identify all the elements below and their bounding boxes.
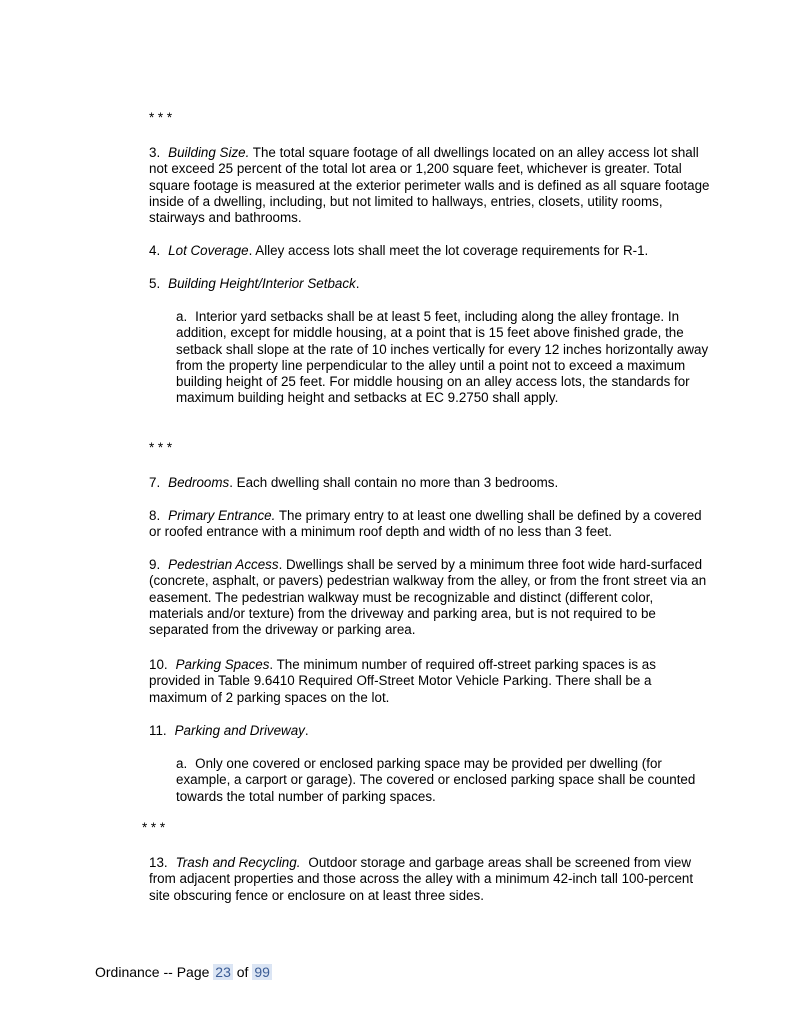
item-text: The primary entry to at least one dwelling shall be defined by a covered or roofed entrance with a minimum roof depth and width of no less than 3 feet.	[149, 508, 702, 540]
footer-label: Ordinance -- Page	[95, 964, 210, 980]
section-separator: * * *	[149, 440, 173, 455]
section-separator: * * *	[149, 110, 173, 125]
item-number: 10.	[149, 657, 168, 672]
item-number: 13.	[149, 855, 168, 870]
item-text: .	[304, 723, 309, 738]
footer-of: of	[236, 964, 249, 980]
item-text: .	[355, 276, 360, 291]
item-title: Primary Entrance.	[168, 508, 276, 523]
paragraph-parking-spaces	[149, 657, 711, 706]
paragraph-building-size	[149, 145, 711, 226]
item-number: a.	[176, 309, 188, 324]
item-text: . Each dwelling shall contain no more than 3 bedrooms.	[229, 475, 559, 490]
item-number: 9.	[149, 557, 161, 572]
item-number: 11.	[149, 723, 167, 738]
item-title: Pedestrian Access	[168, 557, 279, 572]
page-number: 23	[215, 964, 231, 980]
item-text: . The minimum number of required off-street parking spaces is as provided in Table 9.6410 Required Off-Street Motor Vehicle Parking. There shall be a maximum of 2 parking spaces on the lot.	[149, 657, 656, 705]
item-text: Outdoor storage and garbage areas shall be screened from view from adjacent properties and those across the alley with a minimum 42-inch tall 100-percent site obscuring fence or enclosure on at least three sides.	[149, 855, 694, 903]
item-title: Parking and Driveway	[174, 723, 305, 738]
item-title: Building Size.	[168, 145, 250, 160]
item-text: Interior yard setbacks shall be at least 5 feet, including along the alley frontage. In addition, except for middle housing, at a point that is 15 feet above finished grade, the setback shall slope at the rate of 10 inches vertically for every 12 inches horizontally away from the property line perpendicular to the alley until a point not to exceed a maximum building height of 25 feet. For middle housing on an alley access lots, the standards for maximum building height and setbacks at EC 9.2750 shall apply.	[176, 309, 709, 406]
item-text: . Dwellings shall be served by a minimum three foot wide hard-surfaced (concrete, asphalt, or pavers) pedestrian walkway from the alley, or from the front street via an easement. The pedestrian walkway must be recognizable and distinct (different color, materials and/or texture) from the driveway and parking area, but is not required to be separated from the driveway or parking area.	[149, 557, 707, 638]
item-number: 4.	[149, 243, 161, 258]
page-footer	[95, 962, 272, 982]
section-separator: * * *	[142, 820, 166, 835]
subparagraph-covered-parking	[176, 756, 716, 805]
paragraph-primary-entrance	[149, 508, 711, 541]
item-number: 5.	[149, 276, 161, 291]
item-number: 7.	[149, 475, 161, 490]
page-total: 99	[254, 964, 270, 980]
item-title: Parking Spaces	[175, 657, 270, 672]
item-number: 3.	[149, 145, 161, 160]
item-title: Building Height/Interior Setback	[168, 276, 356, 291]
paragraph-pedestrian-access	[149, 557, 711, 638]
item-text: Only one covered or enclosed parking space may be provided per dwelling (for example, a carport or garage). The covered or enclosed parking space shall be counted towards the total number of parking spaces.	[176, 756, 696, 804]
item-title: Lot Coverage	[168, 243, 249, 258]
paragraph-bedrooms	[149, 475, 711, 491]
item-number: 8.	[149, 508, 161, 523]
paragraph-lot-coverage	[149, 243, 711, 259]
item-text: The total square footage of all dwellings located on an alley access lot shall not exceed 25 percent of the total lot area or 1,200 square feet, whichever is greater. Total square footage is measured at the exterior perimeter walls and is defined as all square footage inside of a dwelling, including, but not limited to hallways, entries, closets, utility rooms, stairways and bathrooms.	[149, 145, 710, 226]
item-title: Trash and Recycling.	[175, 855, 301, 870]
paragraph-building-height	[149, 276, 711, 292]
paragraph-parking-driveway	[149, 723, 711, 739]
item-text: . Alley access lots shall meet the lot coverage requirements for R-1.	[248, 243, 649, 258]
paragraph-trash-recycling	[149, 855, 711, 904]
item-title: Bedrooms	[168, 475, 230, 490]
subparagraph-interior-setbacks	[176, 309, 716, 407]
item-number: a.	[176, 756, 188, 771]
